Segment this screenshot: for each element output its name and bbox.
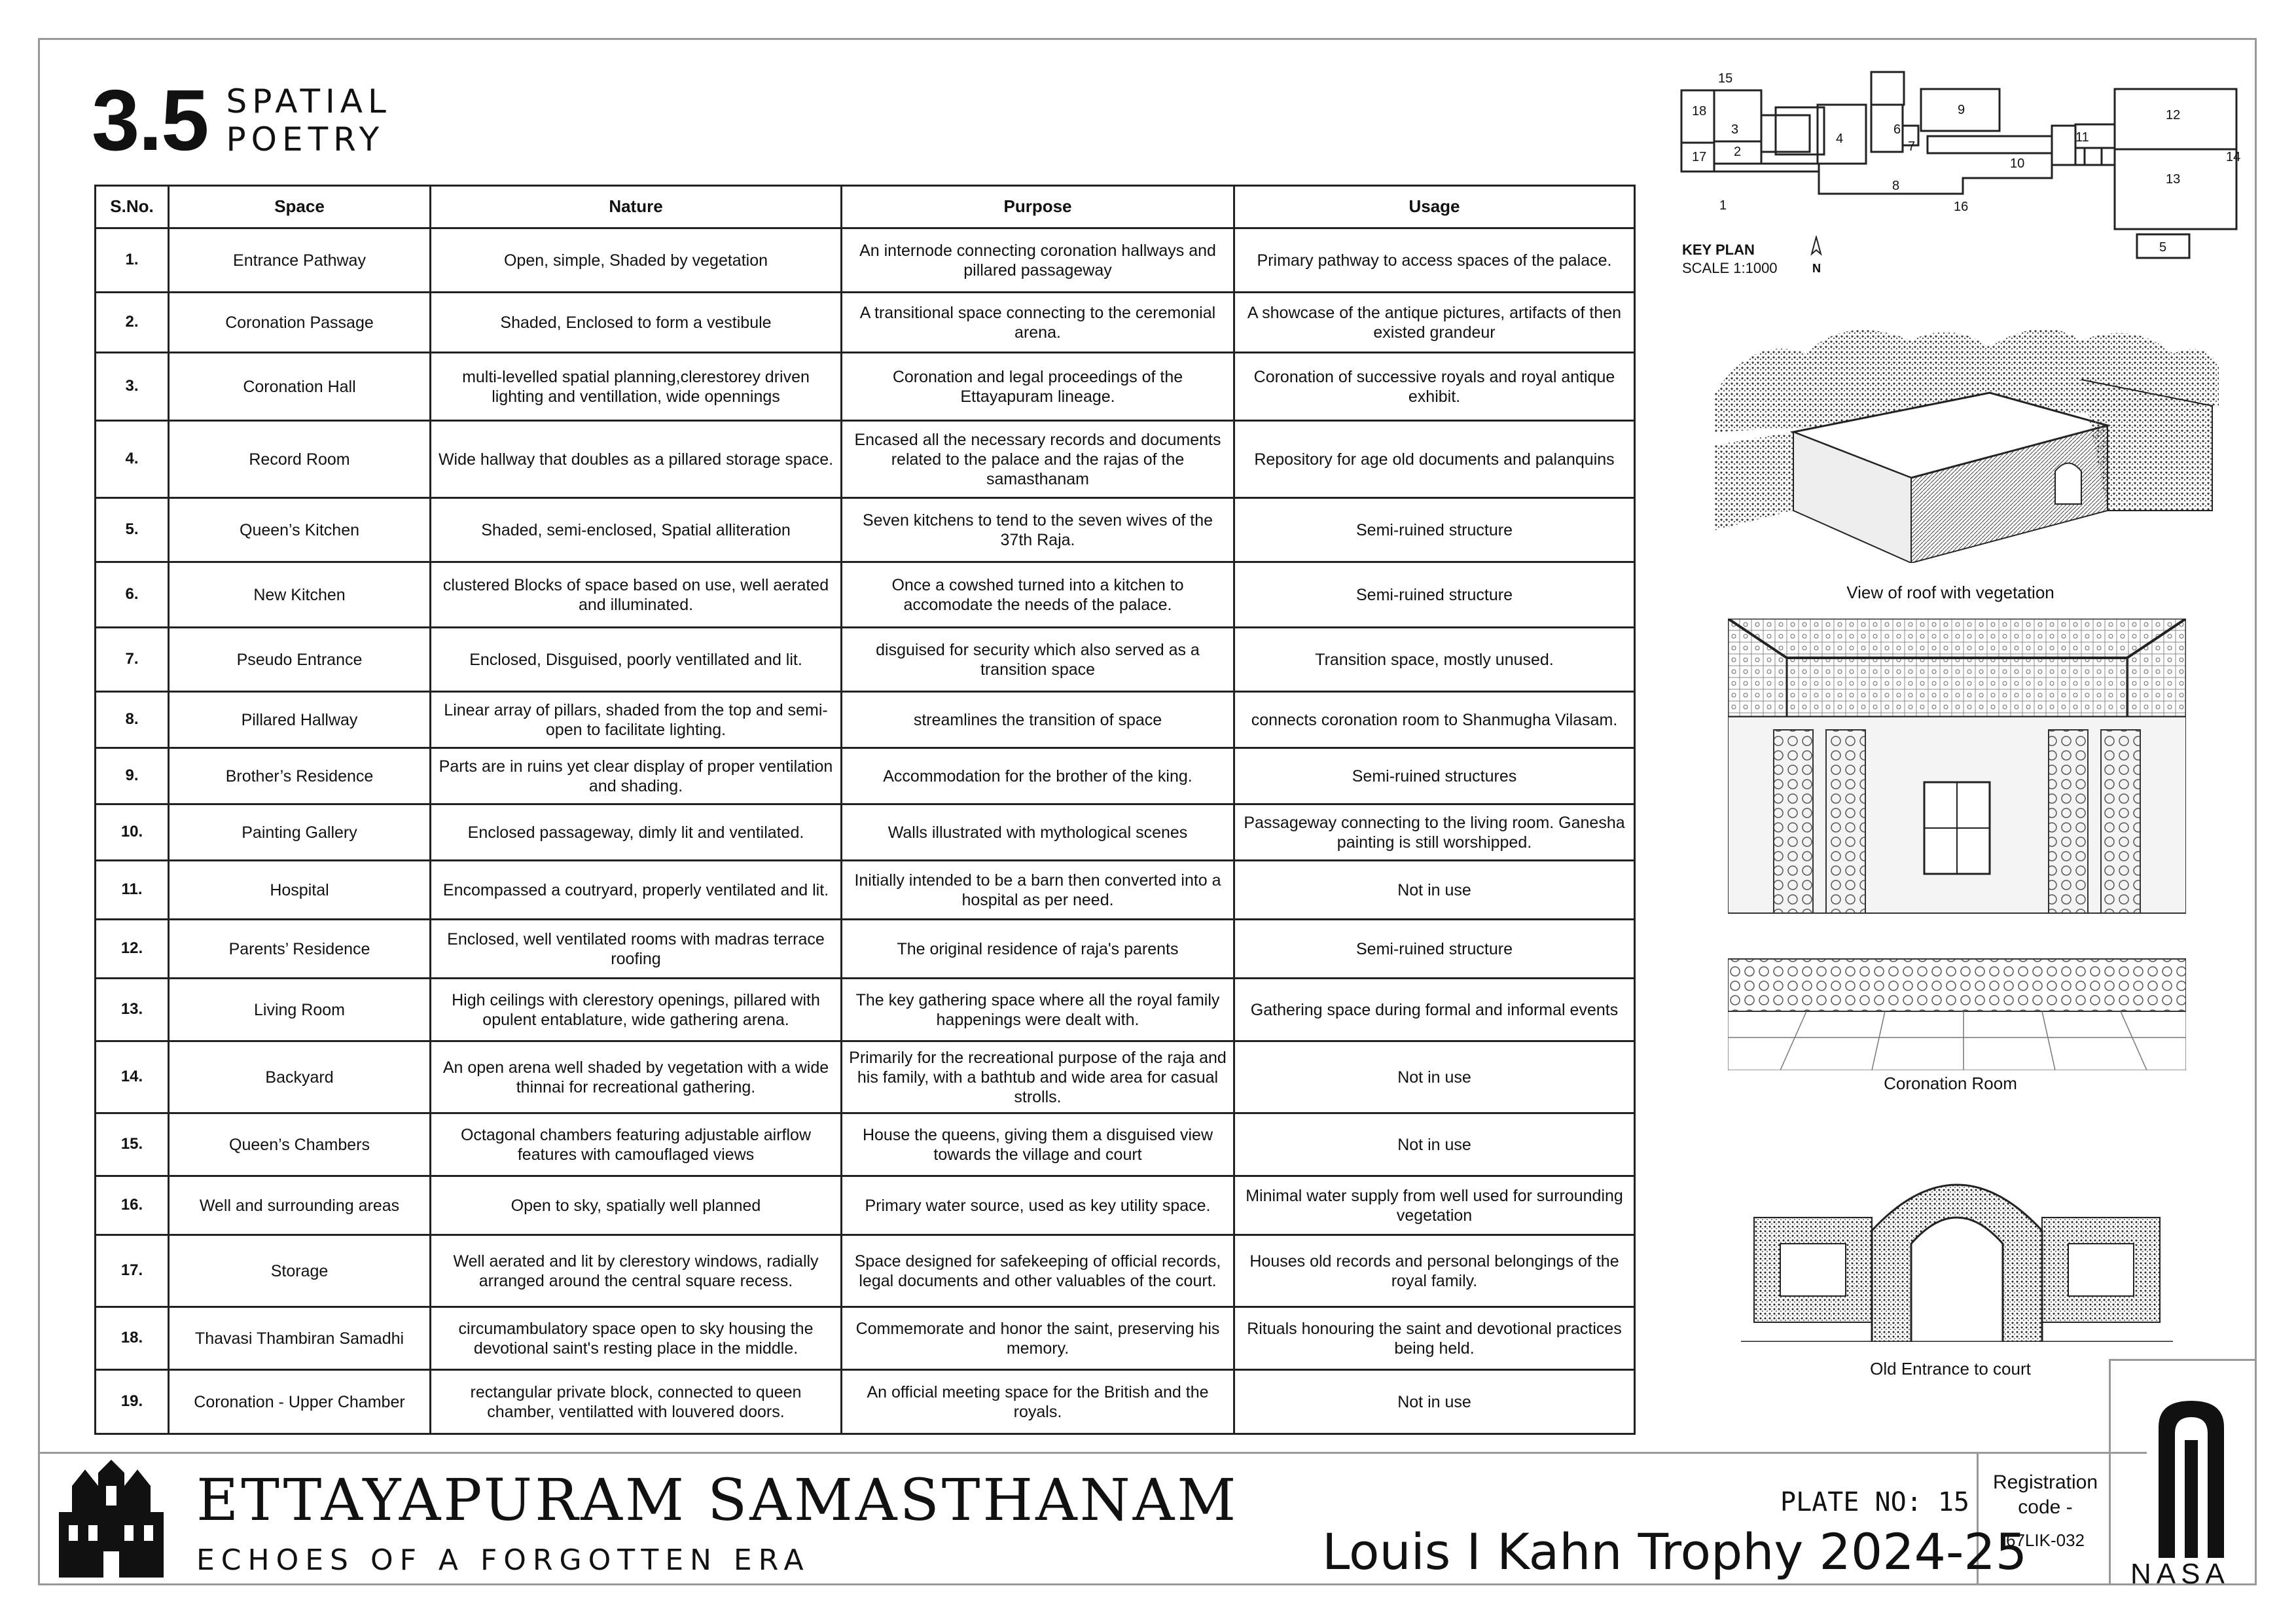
project-title: ETTAYAPURAM SAMASTHANAM (196, 1466, 1239, 1534)
cell-sno: 17. (96, 1235, 169, 1307)
table-row (96, 498, 1635, 562)
cell-sno: 11. (96, 861, 169, 920)
table-header-row (96, 186, 1635, 228)
col-header-nature: Nature (431, 186, 842, 228)
old-entrance-sketch (1741, 1152, 2173, 1342)
cell-sno: 14. (96, 1041, 169, 1113)
trophy-title: Louis I Kahn Trophy 2024-25 (1322, 1523, 2028, 1581)
cell-sno: 13. (96, 979, 169, 1041)
table-row (96, 353, 1635, 421)
cell-space: Storage (169, 1235, 431, 1307)
north-label: N (1812, 262, 1821, 275)
cell-space: Thavasi Thambiran Samadhi (169, 1307, 431, 1370)
col-header-usage: Usage (1234, 186, 1635, 228)
cell-nature: Enclosed, well ventilated rooms with madras terrace roofing (431, 920, 842, 979)
cell-nature: Linear array of pillars, shaded from the top and semi-open to facilitate lighting. (431, 692, 842, 748)
table-row (96, 628, 1635, 692)
cell-space: Coronation Hall (169, 353, 431, 421)
kp-label-17: 17 (1692, 150, 1707, 164)
kp-label-3: 3 (1731, 122, 1739, 137)
cell-space: Coronation - Upper Chamber (169, 1370, 431, 1434)
table-row (96, 692, 1635, 748)
cell-space: Well and surrounding areas (169, 1176, 431, 1235)
table-row (96, 1176, 1635, 1235)
cell-usage: Primary pathway to access spaces of the palace. (1234, 228, 1635, 293)
table-row (96, 979, 1635, 1041)
cell-nature: Enclosed passageway, dimly lit and ventilated. (431, 804, 842, 861)
cell-sno: 5. (96, 498, 169, 562)
logo-box-border-left (2109, 1359, 2111, 1585)
table-row (96, 421, 1635, 498)
cell-usage: Semi-ruined structure (1234, 920, 1635, 979)
kp-label-4: 4 (1836, 132, 1844, 146)
table-row (96, 804, 1635, 861)
cell-usage: connects coronation room to Shanmugha Vilasam. (1234, 692, 1635, 748)
cell-purpose: Once a cowshed turned into a kitchen to accomodate the needs of the palace. (842, 562, 1234, 628)
cell-sno: 9. (96, 748, 169, 804)
cell-space: Queen’s Chambers (169, 1113, 431, 1176)
nasa-logo-icon (2159, 1401, 2224, 1558)
logo-box-border-top (2109, 1359, 2257, 1361)
cell-purpose: Accommodation for the brother of the king. (842, 748, 1234, 804)
cell-purpose: Primarily for the recreational purpose of the raja and his family, with a bathtub and wide area for casual strolls. (842, 1041, 1234, 1113)
cell-space: Hospital (169, 861, 431, 920)
cell-usage: Semi-ruined structure (1234, 498, 1635, 562)
table-row (96, 1041, 1635, 1113)
table-row (96, 1307, 1635, 1370)
cell-usage: A showcase of the antique pictures, artifacts of then existed grandeur (1234, 293, 1635, 353)
caption-entrance: Old Entrance to court (1870, 1359, 2031, 1379)
table-row (96, 228, 1635, 293)
cell-space: Record Room (169, 421, 431, 498)
col-header-sno: S.No. (96, 186, 169, 228)
cell-space: Backyard (169, 1041, 431, 1113)
kp-label-1: 1 (1719, 198, 1727, 213)
kp-label-6: 6 (1893, 122, 1901, 137)
cell-nature: Shaded, semi-enclosed, Spatial alliteration (431, 498, 842, 562)
cell-purpose: The key gathering space where all the royal family happenings were dealt with. (842, 979, 1234, 1041)
section-word-1: SPATIAL (226, 82, 391, 120)
cell-sno: 19. (96, 1370, 169, 1434)
cell-sno: 6. (96, 562, 169, 628)
col-header-purpose: Purpose (842, 186, 1234, 228)
cell-nature: Well aerated and lit by clerestory windows, radially arranged around the central square recess. (431, 1235, 842, 1307)
cell-nature: Open to sky, spatially well planned (431, 1176, 842, 1235)
cell-purpose: House the queens, giving them a disguised view towards the village and court (842, 1113, 1234, 1176)
kp-label-8: 8 (1892, 179, 1900, 193)
coronation-room-sketch (1728, 619, 2186, 1070)
table-row (96, 920, 1635, 979)
table-row (96, 562, 1635, 628)
footer-divider (38, 1452, 2147, 1454)
cell-purpose: Coronation and legal proceedings of the Ettayapuram lineage. (842, 353, 1234, 421)
table-row (96, 293, 1635, 353)
kp-label-11: 11 (2075, 130, 2089, 145)
key-plan-title: KEY PLAN (1682, 242, 1755, 258)
kp-label-2: 2 (1734, 145, 1742, 159)
cell-space: Entrance Pathway (169, 228, 431, 293)
cell-usage: Gathering space during formal and informal events (1234, 979, 1635, 1041)
cell-sno: 18. (96, 1307, 169, 1370)
cell-nature: circumambulatory space open to sky housing the devotional saint's resting place in the middle. (431, 1307, 842, 1370)
roof-vegetation-sketch (1715, 314, 2219, 563)
cell-purpose: Walls illustrated with mythological scenes (842, 804, 1234, 861)
key-plan-scale: SCALE 1:1000 (1682, 260, 1778, 276)
cell-purpose: An internode connecting coronation hallways and pillared passageway (842, 228, 1234, 293)
key-plan-caption (1682, 241, 1778, 278)
section-title (92, 72, 391, 168)
kp-label-16: 16 (1954, 200, 1969, 214)
cell-nature: Parts are in ruins yet clear display of proper ventilation and shading. (431, 748, 842, 804)
registration-label: Registration code - (1992, 1471, 2098, 1518)
caption-coronation: Coronation Room (1884, 1074, 2017, 1093)
cell-space: Parents’ Residence (169, 920, 431, 979)
cell-nature: clustered Blocks of space based on use, well aerated and illuminated. (431, 562, 842, 628)
cell-usage: Repository for age old documents and palanquins (1234, 421, 1635, 498)
cell-purpose: disguised for security which also served as a transition space (842, 628, 1234, 692)
cell-purpose: Primary water source, used as key utility space. (842, 1176, 1234, 1235)
cell-usage: Not in use (1234, 1370, 1635, 1434)
table-row (96, 1113, 1635, 1176)
kp-label-15: 15 (1718, 71, 1733, 86)
table-row (96, 861, 1635, 920)
cell-usage: Not in use (1234, 1041, 1635, 1113)
cell-space: Living Room (169, 979, 431, 1041)
cell-sno: 15. (96, 1113, 169, 1176)
cell-sno: 4. (96, 421, 169, 498)
cell-nature: An open arena well shaded by vegetation with a wide thinnai for recreational gathering. (431, 1041, 842, 1113)
cell-usage: Transition space, mostly unused. (1234, 628, 1635, 692)
cell-usage: Semi-ruined structure (1234, 562, 1635, 628)
section-number: 3.5 (92, 72, 208, 168)
cell-usage: Passageway connecting to the living room. Ganesha painting is still worshipped. (1234, 804, 1635, 861)
cell-sno: 1. (96, 228, 169, 293)
cell-space: Brother’s Residence (169, 748, 431, 804)
cell-purpose: A transitional space connecting to the ceremonial arena. (842, 293, 1234, 353)
spaces-table (94, 185, 1636, 1435)
table-row (96, 1235, 1635, 1307)
cell-space: Pillared Hallway (169, 692, 431, 748)
cell-sno: 12. (96, 920, 169, 979)
cell-purpose: Encased all the necessary records and documents related to the palace and the rajas of the samasthanam (842, 421, 1234, 498)
registration-code: 67LIK-032 (2006, 1530, 2085, 1550)
cell-sno: 3. (96, 353, 169, 421)
kp-label-9: 9 (1958, 103, 1965, 117)
col-header-space: Space (169, 186, 431, 228)
cell-sno: 10. (96, 804, 169, 861)
kp-label-10: 10 (2010, 156, 2025, 171)
cell-space: New Kitchen (169, 562, 431, 628)
kp-label-13: 13 (2166, 172, 2181, 187)
cell-space: Painting Gallery (169, 804, 431, 861)
table-row (96, 748, 1635, 804)
cell-purpose: The original residence of raja's parents (842, 920, 1234, 979)
cell-usage: Not in use (1234, 861, 1635, 920)
palace-logo-icon (52, 1460, 170, 1578)
nasa-brand: NASA (2130, 1558, 2230, 1590)
cell-purpose: Space designed for safekeeping of official records, legal documents and other valuables of the court. (842, 1235, 1234, 1307)
cell-sno: 2. (96, 293, 169, 353)
kp-label-14: 14 (2226, 150, 2241, 164)
cell-nature: multi-levelled spatial planning,clerestorey driven lighting and ventillation, wide opennings (431, 353, 842, 421)
cell-usage: Minimal water supply from well used for surrounding vegetation (1234, 1176, 1635, 1235)
cell-purpose: Initially intended to be a barn then converted into a hospital as per need. (842, 861, 1234, 920)
cell-sno: 8. (96, 692, 169, 748)
cell-space: Pseudo Entrance (169, 628, 431, 692)
cell-nature: Open, simple, Shaded by vegetation (431, 228, 842, 293)
section-word-2: POETRY (226, 120, 385, 158)
cell-usage: Semi-ruined structures (1234, 748, 1635, 804)
cell-usage: Coronation of successive royals and royal antique exhibit. (1234, 353, 1635, 421)
project-subtitle: ECHOES OF A FORGOTTEN ERA (196, 1543, 810, 1577)
section-heading (226, 82, 391, 158)
cell-nature: Shaded, Enclosed to form a vestibule (431, 293, 842, 353)
cell-sno: 16. (96, 1176, 169, 1235)
cell-purpose: streamlines the transition of space (842, 692, 1234, 748)
cell-usage: Not in use (1234, 1113, 1635, 1176)
caption-roof: View of roof with vegetation (1846, 583, 2054, 602)
cell-usage: Rituals honouring the saint and devotional practices being held. (1234, 1307, 1635, 1370)
cell-nature: rectangular private block, connected to queen chamber, ventilatted with louvered doors. (431, 1370, 842, 1434)
kp-label-7: 7 (1908, 139, 1916, 154)
cell-nature: Wide hallway that doubles as a pillared storage space. (431, 421, 842, 498)
cell-nature: High ceilings with clerestory openings, pillared with opulent entablature, wide gathering arena. (431, 979, 842, 1041)
north-arrow-icon (1806, 236, 1826, 275)
cell-usage: Houses old records and personal belongings of the royal family. (1234, 1235, 1635, 1307)
cell-space: Queen’s Kitchen (169, 498, 431, 562)
cell-sno: 7. (96, 628, 169, 692)
cell-nature: Encompassed a coutryard, properly ventilated and lit. (431, 861, 842, 920)
cell-nature: Octagonal chambers featuring adjustable airflow features with camouflaged views (431, 1113, 842, 1176)
cell-nature: Enclosed, Disguised, poorly ventillated and lit. (431, 628, 842, 692)
kp-label-12: 12 (2166, 108, 2181, 122)
cell-purpose: Commemorate and honor the saint, preserving his memory. (842, 1307, 1234, 1370)
cell-space: Coronation Passage (169, 293, 431, 353)
cell-purpose: Seven kitchens to tend to the seven wives of the 37th Raja. (842, 498, 1234, 562)
kp-label-18: 18 (1692, 104, 1707, 118)
cell-purpose: An official meeting space for the British and the royals. (842, 1370, 1234, 1434)
kp-label-5: 5 (2159, 240, 2167, 255)
plate-number: PLATE NO: 15 (1780, 1487, 1969, 1517)
table-row (96, 1370, 1635, 1434)
